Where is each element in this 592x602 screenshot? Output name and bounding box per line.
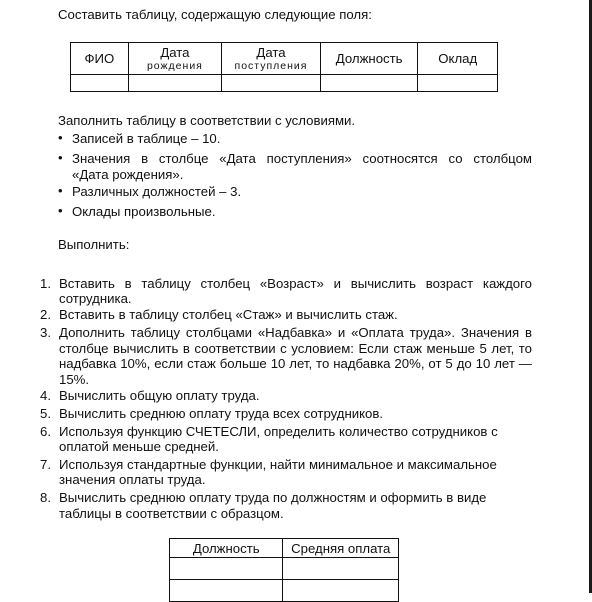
task-number: 6. [40,424,51,439]
task-number: 4. [40,388,51,403]
table-header-row [170,539,399,558]
task-number: 1. [40,276,51,291]
task-number: 3. [40,325,51,340]
task-text: 15%. [59,372,90,387]
bullet-icon: • [58,150,63,165]
bullet-icon: • [58,183,63,198]
condition-item: Значения в столбце «Дата поступления» соотносятся со столбцом [72,151,532,166]
do-title: Выполнить: [58,237,130,252]
task-number: 8. [40,490,51,505]
task-text: Дополнить таблицу столбцами «Надбавка» и «Оплата труда». Значения в [59,325,532,340]
table-empty-row [170,558,399,580]
task-text: столбце вычислить в соответствии с условием: Если стаж меньше 5 лет, то [59,341,532,356]
task-text: надбавка 10%, если стаж больше 10 лет, то надбавка 20%, от 5 до 10 лет — [59,356,532,371]
task-number: 7. [40,457,51,472]
task-text: оплатой меньше средней. [59,439,219,454]
header-hire-date: Дата поступления [222,43,321,75]
task-text: Вставить в таблицу столбец «Стаж» и вычислить стаж. [59,307,398,322]
table-empty-row [71,75,498,92]
header-position: Должность [320,43,418,75]
task-text: Вставить в таблицу столбец «Возраст» и вычислить возраст каждого [59,276,532,291]
task-text: Вычислить среднюю оплату труда по должностям и оформить в виде [59,490,487,505]
task-text: значения оплаты труда. [59,472,206,487]
bullet-icon: • [58,130,63,145]
task-text: таблицы в соответствии с образцом. [59,506,284,521]
task-number: 5. [40,406,51,421]
table-header-row [71,43,498,75]
average-pay-table [169,538,399,602]
task-text: Используя функцию СЧЕТЕСЛИ, определить количество сотрудников с [59,424,498,439]
header-birth-date: Дата рождения [128,43,222,75]
fill-title: Заполнить таблицу в соответствии с условиями. [58,113,356,128]
task-text: Вычислить общую оплату труда. [59,388,260,403]
task-text: сотрудника. [59,291,132,306]
header-position: Должность [170,539,283,558]
fields-table [70,42,498,92]
task-text: Используя стандартные функции, найти минимальное и максимальное [59,457,497,472]
condition-item: Различных должностей – 3. [72,184,242,199]
header-salary: Оклад [418,43,498,75]
bullet-icon: • [58,203,63,218]
condition-item-continued: «Дата рождения». [72,167,184,182]
intro-text: Составить таблицу, содержащую следующие поля: [58,7,372,22]
header-fio: ФИО [71,43,129,75]
condition-item: Записей в таблице – 10. [72,131,221,146]
task-text: Вычислить среднюю оплату труда всех сотрудников. [59,406,384,421]
condition-item: Оклады произвольные. [72,204,216,219]
task-number: 2. [40,307,51,322]
table-empty-row [170,580,399,602]
header-average-pay: Средняя оплата [283,539,399,558]
